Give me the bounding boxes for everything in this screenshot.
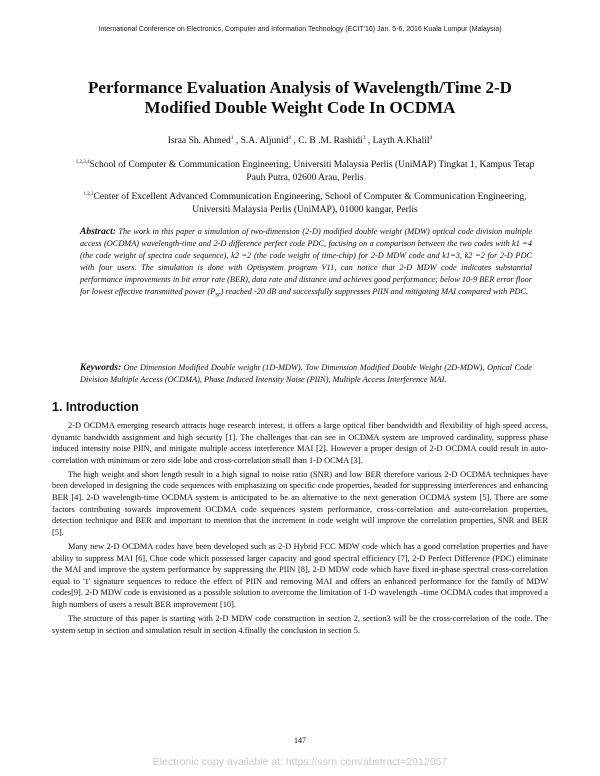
abstract-math: k2 =2	[231, 251, 252, 260]
abstract-text: The work in this paper a simulation of two-dimension (2-D) modified double weight (MDW) optical code division multiple access (OCDMA) wavelength-time and 2-D difference perfect code PDC, focusing on a comparison between the two codes with	[80, 227, 532, 248]
keywords-label: Keywords:	[80, 363, 122, 373]
abstract-math: k1=3, k2 =2	[442, 251, 485, 260]
author-sup: 1	[230, 135, 234, 141]
title-line-1: Performance Evaluation Analysis of Wavelength/Time 2-D	[88, 78, 512, 97]
affiliation-sup: 1,2,3,4	[75, 160, 90, 165]
conference-header: International Conference on Electronics, Computer and Information Technology (ECIT'16) Jan. 5-6, 2016 Kuala Lumpur (Malaysia)	[98, 26, 502, 33]
affiliation-2	[70, 188, 540, 217]
paper-title	[60, 78, 540, 118]
paragraph: Many new 2-D OCDMA codes have been developed such as 2-D Hybrid FCC MDW code which has a good correlation properties and have ability to suppress MAI [6], Choe code which possessed larger capacity and good spectral efficiency [7], 2-D Perfect Difference (PDC) eliminate the MAI and improve the system performance by suppressing the PIIN [8], 2-D MDW code which have fixed in-phase spectral cross-correlation equal to '1' signature sequences to reduce the effect of PIIN and removing MAI and offers an enhanced performance for the family of MDW codes[9]. 2-D MDW code is envisioned as a possible solution to overcome the limitation of 1-D wavelength –time OCDMA codes that improved a high numbers of users a result BER improvement [10].	[52, 541, 548, 609]
affiliation-sup: 1,2,3	[83, 192, 94, 197]
author-sup: 3	[362, 135, 366, 141]
author-name: C. B .M. Rashidi	[298, 136, 363, 147]
abstract-text: for 2-D PDC with four users. The simulation is done with Optisystem program V11, can notice that 2-D MDW code indicates substantial performance improvements in bit error rate (BER), data rate and distance and achieves good performance; below 10-9 BER error floor for lowest effective transmitted power (P	[80, 251, 532, 296]
keywords-text: One Dimension Modified Double weight (1D-MDW). Tow Dimension Modified Double Weight (2D-MDW), Optical Code Division Multiple Access (OCDMA), Phase Induced Intensity Noise (PIIN), Multiple Access Interference MAI.	[80, 363, 532, 384]
abstract-text: ) reached -20 dB and successfully suppresses PIIN and mitigating MAI compared with PDC.	[220, 287, 529, 296]
abstract-math-sub: sr	[215, 291, 221, 299]
abstract-label: Abstract:	[80, 227, 116, 237]
author-sup: 4	[429, 135, 433, 141]
affiliation-1	[70, 156, 540, 185]
affiliation-text: School of Computer & Communication Engineering, Universiti Malaysia Perlis (UniMAP) Tingkat 1, Kampus Tetap Pauh Putra, 02600 Arau, Perlis	[89, 160, 535, 184]
keywords	[80, 362, 532, 386]
paragraph: 2-D OCDMA emerging research attracts huge research interest, it offers a large optical fiber bandwidth and flexibility of high speed access, dynamic bandwidth assignment and high security [1]. The challenges that can see in OCDMA system are improved cardinality, suppress phase induced intensity noise PIIN, and mitigate multiple access interference MAI [2]. However a proper design of 2-D OCDMA could result in auto-correlation with minimum or zero side lobe and cross-correlation small than 1-D OCMA [3].	[52, 421, 548, 465]
paragraph: The structure of this paper is starting with 2-D MDW code construction in section 2, section3 will be the cross-correlation of the code. The system setup in section and simulation result in section 4.finally the conclusion in section 5.	[52, 614, 548, 635]
abstract-text: (the code weight of spectra code sequence),	[80, 251, 229, 260]
author-sup: 2	[288, 135, 292, 141]
title-line-2: Modified Double Weight Code In OCDMA	[144, 98, 456, 117]
ssrn-footer[interactable]: Electronic copy available at: https://ssrn.com/abstract=2912057	[152, 756, 448, 768]
introduction-body	[52, 420, 548, 639]
paragraph: The high weight and short length result in a high signal to noise ratio (SNR) and low BER therefore various 2-D OCDMA techniques have been developed in designing the code sequences with emphasizing on specific code properties, headed for suppressing interferences and enhancing BER [4]. 2-D wavelength-time OCDMA system is anticipated to be an alternative to the next generation OCDMA system [5]. There are some factors contributing towards improvement OCDMA code sequences system performance, cross-correlation and auto-correlation properties, detection technique and BER and important to mention that the increment in code weight will improve the correlation properties, SNR and BER [5].	[52, 469, 548, 537]
author-name: Israa Sh. Ahmed	[167, 136, 231, 147]
author-list: Israa Sh. Ahmed$^1$ , S.A. Aljunid$^2$ , C. B .M. Rashidi$^3$ , Layth A.Khalil$^4$	[167, 135, 433, 147]
abstract	[80, 226, 532, 302]
affiliation-text: Center of Excellent Advanced Communication Engineering, School of Computer & Communication Engineering, Universiti Malaysia Perlis (UniMAP), 01000 kangar, Perlis	[93, 192, 527, 216]
section-title-introduction: 1. Introduction	[52, 400, 139, 414]
abstract-math: k1 =4	[512, 239, 532, 248]
author-name: Layth A.Khalil	[372, 136, 430, 147]
author-name: S.A. Aljunid	[240, 136, 289, 147]
abstract-text: (the code weight of time-chip) for 2-D MDW code and	[253, 251, 440, 260]
page-number: 147	[294, 736, 306, 745]
